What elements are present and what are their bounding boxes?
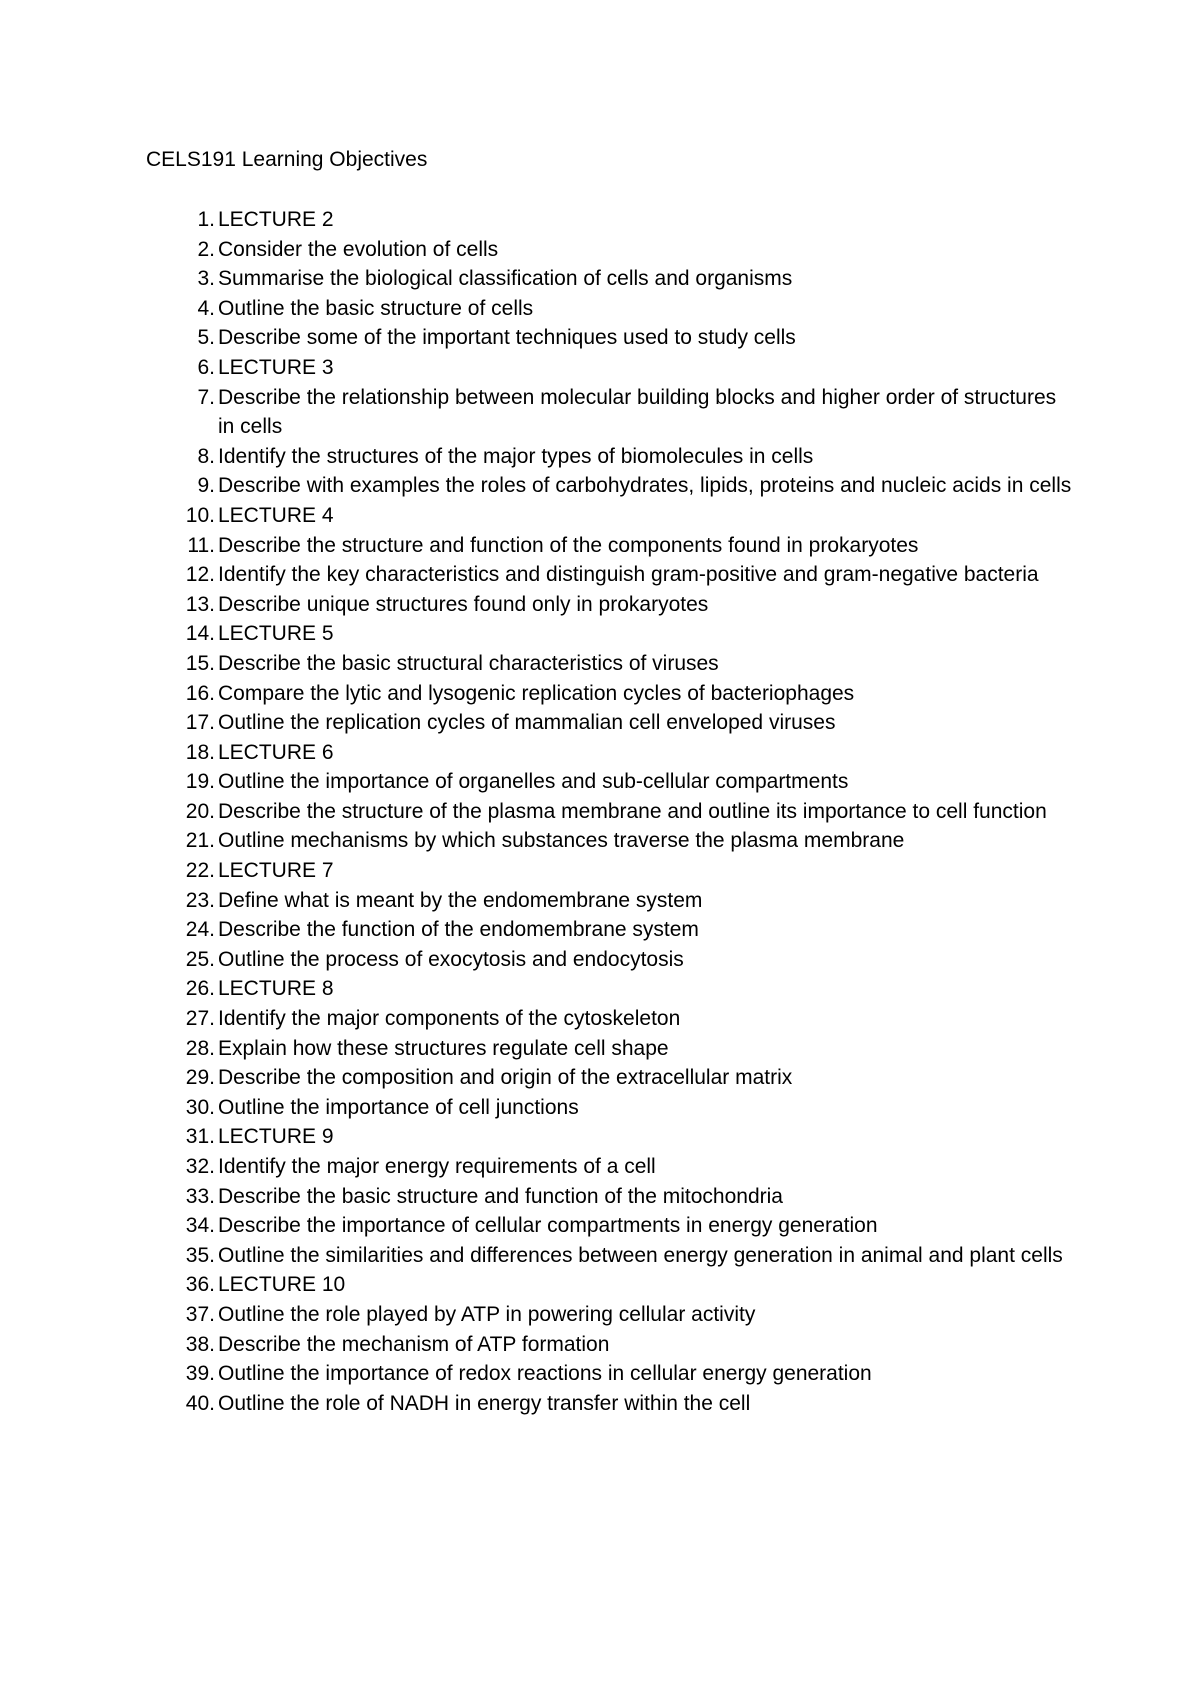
objective-text: Describe unique structures found only in prokaryotes (218, 592, 709, 616)
objective-text: Explain how these structures regulate cell shape (218, 1036, 669, 1060)
objective-text: LECTURE 6 (218, 740, 334, 764)
objective-text: Describe some of the important techniques used to study cells (218, 326, 796, 350)
objective-number: 26. (185, 977, 215, 1001)
objective-text: Describe the structure of the plasma membrane and outline its importance to cell function (218, 799, 1047, 823)
objective-text: Outline the basic structure of cells (218, 296, 534, 320)
objective-number: 12. (185, 563, 215, 587)
objective-item (146, 1270, 1076, 1300)
objective-item (146, 915, 1076, 945)
objective-text: Outline the role of NADH in energy transfer within the cell (218, 1391, 751, 1415)
objective-number: 21. (185, 829, 215, 853)
objective-item (146, 323, 1076, 353)
objective-item (146, 560, 1076, 590)
objective-item (146, 1034, 1076, 1064)
objective-text: Describe the basic structure and function of the mitochondria (218, 1184, 783, 1208)
objective-text: LECTURE 7 (218, 859, 334, 883)
objective-number: 5. (197, 326, 215, 350)
objective-text: Describe the function of the endomembrane system (218, 918, 699, 942)
objective-number: 38. (185, 1332, 215, 1356)
objective-item (146, 1359, 1076, 1389)
objective-number: 19. (185, 770, 215, 794)
objective-number: 18. (185, 740, 215, 764)
document-title: CELS191 Learning Objectives (146, 148, 428, 171)
objective-number: 4. (197, 296, 215, 320)
objective-item (146, 1122, 1076, 1152)
objective-number: 32. (185, 1155, 215, 1178)
objective-item (146, 649, 1076, 679)
objective-text: Outline the process of exocytosis and endocytosis (218, 947, 684, 971)
objective-item (146, 738, 1076, 768)
objective-number: 36. (185, 1273, 215, 1297)
objective-item (146, 205, 1076, 235)
objective-item (146, 501, 1076, 531)
objective-text: LECTURE 9 (218, 1125, 334, 1149)
objective-text: Outline the replication cycles of mammalian cell enveloped viruses (218, 711, 836, 735)
objective-number: 9. (197, 474, 215, 498)
objective-text: Describe the composition and origin of the extracellular matrix (218, 1066, 793, 1090)
objective-text: Describe the mechanism of ATP formation (218, 1332, 610, 1356)
objective-text: Describe the relationship between molecular building blocks and higher order of structures in cells (218, 385, 1057, 439)
objective-text: Identify the major components of the cytoskeleton (218, 1007, 681, 1031)
objective-text: Identify the key characteristics and distinguish gram-positive and gram-negative bacteria (218, 563, 1039, 587)
objective-text: Describe with examples the roles of carbohydrates, lipids, proteins and nucleic acids in cells (218, 474, 1072, 498)
objective-text: Compare the lytic and lysogenic replication cycles of bacteriophages (218, 681, 855, 705)
objective-item (146, 1093, 1076, 1123)
objective-item (146, 1241, 1076, 1271)
objective-text: LECTURE 10 (218, 1273, 346, 1297)
objective-number: 30. (185, 1095, 215, 1119)
objective-item (146, 235, 1076, 265)
objective-number: 27. (185, 1007, 215, 1031)
objective-number: 31. (185, 1125, 215, 1149)
objective-number: 28. (185, 1036, 215, 1060)
objective-text: Describe the importance of cellular compartments in energy generation (218, 1214, 878, 1238)
objective-number: 6. (197, 355, 215, 379)
objective-item (146, 1211, 1076, 1241)
objective-number: 24. (185, 918, 215, 942)
objective-number: 1. (197, 208, 215, 231)
objective-item (146, 945, 1076, 975)
objective-number: 3. (197, 267, 215, 291)
objective-number: 34. (185, 1214, 215, 1238)
objective-number: 7. (197, 385, 215, 409)
objective-item (146, 1063, 1076, 1093)
objective-item (146, 708, 1076, 738)
objective-number: 33. (185, 1184, 215, 1208)
objective-item (146, 442, 1076, 472)
objective-item (146, 590, 1076, 620)
objectives-list (146, 205, 1076, 1418)
objective-text: Outline the similarities and differences between energy generation in animal and plant cells (218, 1243, 1063, 1267)
objective-item (146, 1300, 1076, 1330)
objective-item (146, 797, 1076, 827)
objective-text: Identify the structures of the major types of biomolecules in cells (218, 444, 814, 468)
objective-text: Outline mechanisms by which substances traverse the plasma membrane (218, 829, 905, 853)
objective-text: LECTURE 8 (218, 977, 334, 1001)
objective-text: Outline the role played by ATP in powering cellular activity (218, 1302, 756, 1326)
objective-number: 25. (185, 947, 215, 971)
objective-number: 22. (185, 859, 215, 883)
objective-text: Describe the basic structural characteristics of viruses (218, 651, 719, 675)
objective-item (146, 767, 1076, 797)
objective-text: Define what is meant by the endomembrane system (218, 888, 703, 912)
objective-text: Consider the evolution of cells (218, 237, 499, 261)
objective-item (146, 1182, 1076, 1212)
objective-text: Identify the major energy requirements of a cell (218, 1155, 656, 1178)
objective-text: Outline the importance of organelles and sub-cellular compartments (218, 770, 849, 794)
objective-text: LECTURE 2 (218, 208, 334, 231)
objective-item (146, 1152, 1076, 1182)
objective-text: LECTURE 3 (218, 355, 334, 379)
objective-text: LECTURE 5 (218, 622, 334, 646)
objective-number: 11. (187, 533, 215, 557)
objective-text: Describe the structure and function of the components found in prokaryotes (218, 533, 919, 557)
objective-number: 2. (197, 237, 215, 261)
objective-item (146, 826, 1076, 856)
objective-number: 17. (185, 711, 215, 735)
objective-item (146, 383, 1076, 442)
objective-item (146, 531, 1076, 561)
objective-item (146, 856, 1076, 886)
objective-item (146, 353, 1076, 383)
objective-item (146, 1330, 1076, 1360)
objective-item (146, 619, 1076, 649)
objective-text: LECTURE 4 (218, 503, 334, 527)
objective-number: 13. (185, 592, 215, 616)
objective-number: 16. (185, 681, 215, 705)
objective-item (146, 1004, 1076, 1034)
objective-number: 10. (185, 503, 215, 527)
objective-number: 8. (197, 444, 215, 468)
objective-item (146, 679, 1076, 709)
objective-number: 23. (185, 888, 215, 912)
objective-number: 37. (185, 1302, 215, 1326)
objective-text: Outline the importance of cell junctions (218, 1095, 579, 1119)
objective-item (146, 264, 1076, 294)
objective-number: 15. (185, 651, 215, 675)
objective-item (146, 974, 1076, 1004)
objective-number: 14. (185, 622, 215, 646)
objective-item (146, 1389, 1076, 1419)
objective-number: 40. (185, 1391, 215, 1415)
objective-item (146, 294, 1076, 324)
objective-number: 39. (185, 1362, 215, 1386)
objective-item (146, 471, 1076, 501)
objective-number: 29. (185, 1066, 215, 1090)
objective-number: 35. (185, 1243, 215, 1267)
objective-text: Outline the importance of redox reactions in cellular energy generation (218, 1362, 872, 1386)
objective-text: Summarise the biological classification of cells and organisms (218, 267, 793, 291)
objective-item (146, 886, 1076, 916)
objective-number: 20. (185, 799, 215, 823)
